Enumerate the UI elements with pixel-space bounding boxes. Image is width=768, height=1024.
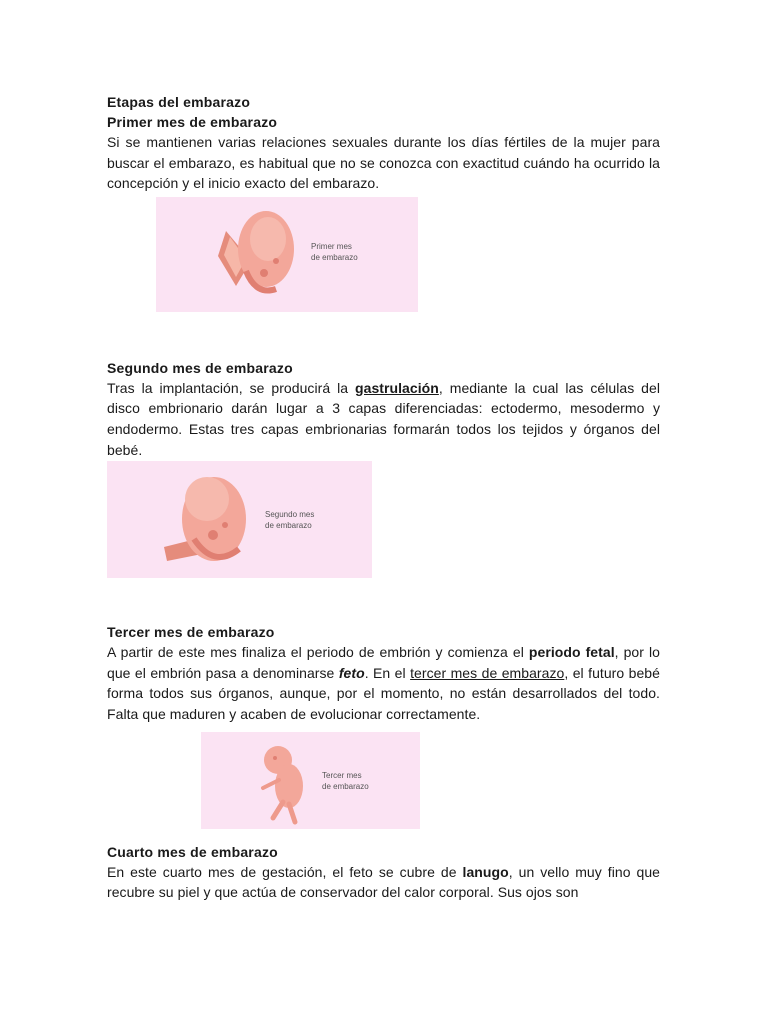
figure-caption-2a: Segundo mes bbox=[265, 510, 315, 520]
link-tercer-mes[interactable]: tercer mes de embarazo bbox=[410, 664, 565, 681]
section-text-1: Si se mantienen varias relaciones sexuales durante los días fértiles de la mujer para buscar el embarazo, es habitual que no se conozca con exactitud cuándo ha ocurrido la concepción y el inicio exacto del embarazo. bbox=[107, 134, 660, 192]
section-heading-2: Segundo mes de embarazo bbox=[107, 359, 293, 376]
document-title: Etapas del embarazo bbox=[107, 94, 251, 110]
figure-primer-mes bbox=[156, 197, 418, 312]
figure-caption-2b: de embarazo bbox=[265, 521, 312, 531]
embryo-illustration-2 bbox=[159, 469, 269, 578]
section-heading-4: Cuarto mes de embarazo bbox=[107, 843, 278, 860]
section-text-3: A partir de este mes finaliza el periodo de embrión y comienza el periodo fetal, por lo que el embrión pasa a denominarse feto. En el tercer mes de embarazo, el futuro bebé forma todos sus órganos, aunque, por el momento, no están desarrollados del todo. Falta que maduren y acaben de evolucionar correctamente. bbox=[107, 644, 660, 722]
section-text-4: En este cuarto mes de gestación, el feto se cubre de lanugo, un vello muy fino que recubre su piel y que actúa de conservador del calor corporal. Sus ojos son bbox=[107, 863, 661, 901]
document-page bbox=[107, 92, 660, 903]
figure-segundo-mes bbox=[107, 461, 372, 578]
figure-caption-1b: de embarazo bbox=[311, 252, 358, 262]
embryo-illustration-3 bbox=[253, 738, 323, 828]
section-heading-3: Tercer mes de embarazo bbox=[107, 624, 275, 641]
figure-caption-1a: Primer mes bbox=[311, 241, 352, 251]
figure-tercer-mes bbox=[201, 732, 420, 829]
embryo-illustration-1 bbox=[206, 201, 306, 311]
section-text-2: Tras la implantación, se producirá la gastrulación, mediante la cual las células del disco embrionario darán lugar a 3 capas diferenciadas: ectodermo, mesodermo y endodermo. Estas tres capas embrionarias formarán todos los tejidos y órganos del bebé. bbox=[107, 379, 660, 458]
link-gastrulacion[interactable]: gastrulación bbox=[355, 379, 439, 396]
figure-caption-3b: de embarazo bbox=[322, 781, 369, 791]
section-heading-1: Primer mes de embarazo bbox=[107, 114, 278, 130]
figure-caption-3a: Tercer mes bbox=[322, 770, 362, 780]
